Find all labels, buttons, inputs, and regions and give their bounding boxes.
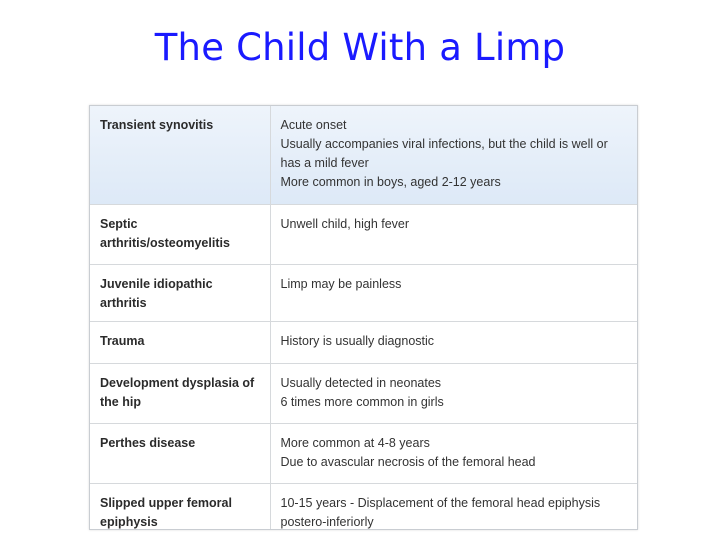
feature-line: More common in boys, aged 2-12 years [280,175,501,189]
feature-line: More common at 4-8 years [280,436,430,450]
table-row [90,106,637,205]
features-cell [270,265,637,322]
features-cell [270,106,637,205]
feature-line: History is usually diagnostic [280,334,435,348]
feature-line: Unwell child, high fever [280,217,410,231]
table [90,106,637,530]
condition-cell: Juvenile idiopathic arthritis [90,265,270,322]
condition-cell: Slipped upper femoral epiphysis [90,484,270,531]
feature-line: 10-15 years - Displacement of the femoral head epiphysis postero-inferiorly [280,496,601,529]
limp-causes-table [89,105,638,530]
feature-line: Acute onset [280,118,347,132]
condition-cell: Transient synovitis [90,106,270,205]
feature-line: 6 times more common in girls [280,395,444,409]
features-cell [270,205,637,265]
table-row [90,364,637,424]
features-cell [270,484,637,531]
feature-line: Usually detected in neonates [280,376,442,390]
feature-line: Limp may be painless [280,277,402,291]
feature-line: Usually accompanies viral infections, but the child is well or has a mild fever [280,137,608,170]
table-row [90,322,637,364]
condition-cell: Trauma [90,322,270,364]
table-row [90,265,637,322]
slide-title: The Child With a Limp [154,26,566,69]
condition-cell: Development dysplasia of the hip [90,364,270,424]
condition-cell: Perthes disease [90,424,270,484]
feature-line: Due to avascular necrosis of the femoral head [280,455,536,469]
table-row [90,205,637,265]
features-cell [270,364,637,424]
table-row [90,484,637,531]
table-row [90,424,637,484]
features-cell [270,322,637,364]
features-cell [270,424,637,484]
condition-cell: Septic arthritis/osteomyelitis [90,205,270,265]
